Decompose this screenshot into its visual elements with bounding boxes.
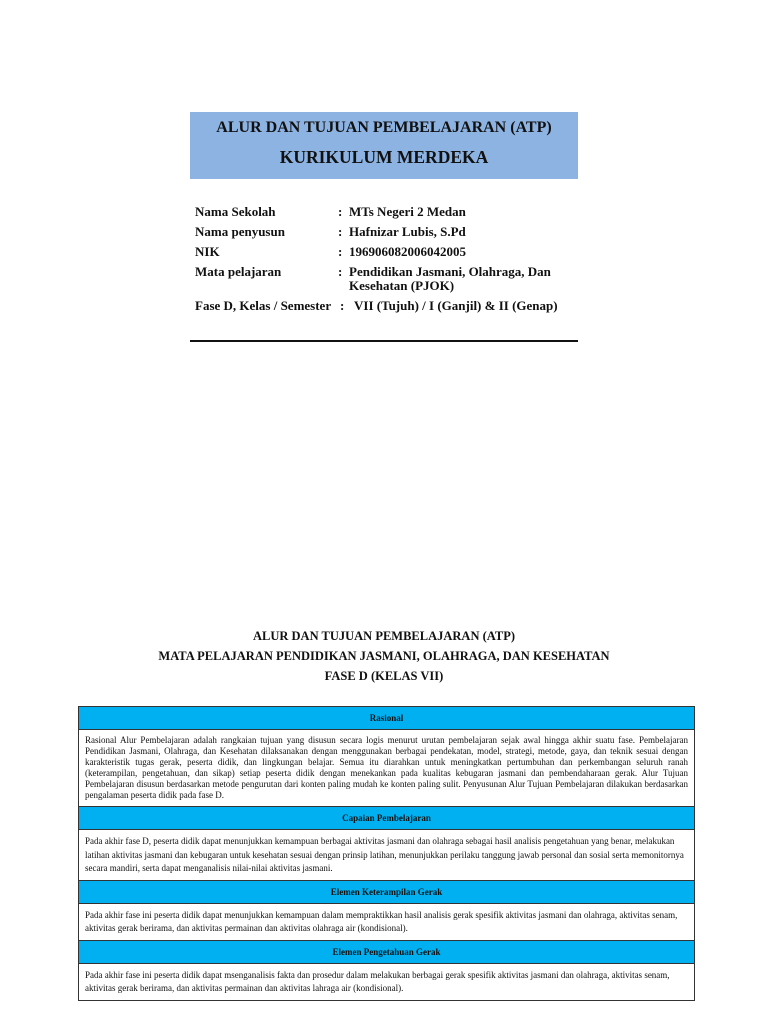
heading-line-3: FASE D (KELAS VII) (324, 669, 444, 683)
info-label: NIK (195, 244, 220, 259)
table-cell-keterampilan: Pada akhir fase ini peserta didik dapat menunjukkan kemampuan dalam mempraktikkan hasil analisis gerak spesifik aktivitas jasmani dan olahraga, aktivitas senam, aktivitas gerak berirama, dan aktivitas permainan dan aktivitas olahraga air (kondisional). (79, 904, 694, 941)
info-row-nik (195, 245, 584, 259)
info-colon: : (338, 244, 343, 259)
info-label: Mata pelajaran (195, 264, 282, 279)
info-value: 196906082006042005 (349, 244, 466, 259)
info-row-author (195, 225, 584, 239)
heading-line-1: ALUR DAN TUJUAN PEMBELAJARAN (ATP) (252, 629, 516, 643)
table-cell-pengetahuan: Pada akhir fase ini peserta didik dapat msenganalisis fakta dan prosedur dalam melakukan berbagai gerak spesifik aktivitas jasmani dan olahraga, aktivitas senam, aktivitas gerak berirama, dan aktivitas permainan dan aktivitas lahraga air (kondisional). (85, 969, 670, 993)
info-value: MTs Negeri 2 Medan (349, 204, 466, 219)
info-colon: : (338, 264, 343, 279)
horizontal-divider (190, 340, 578, 342)
identity-info (195, 205, 584, 319)
table-header-rasional: Rasional (79, 707, 694, 730)
info-colon: : (340, 298, 345, 313)
info-colon: : (338, 204, 343, 219)
info-value: Pendidikan Jasmani, Olahraga, Dan Kesehatan (PJOK) (349, 264, 551, 293)
info-value: VII (Tujuh) / I (Ganjil) & II (Genap) (354, 298, 558, 313)
atp-table (78, 706, 695, 1001)
info-value: Hafnizar Lubis, S.Pd (349, 224, 466, 239)
table-cell-rasional: Rasional Alur Pembelajaran adalah rangkaian tujuan yang disusun secara logis menurut urutan pembelajaran sejak awal hingga akhir suatu fase. Pembelajaran Pendidikan Jasmani, Olahraga, dan Kesehatan dilaksanakan dengan menggunakan berbagai pendekatan, model, strategi, metode, gaya, dan teknik sesuai dengan karakteristik tugas gerak, peserta didik, dan lingkungan belajar. Semua itu diarahkan untuk meningkatkan pertumbuhan dan perkembangan seluruh ranah (keterampilan, pengetahuan, dan sikap) setiap peserta didik dengan menekankan pada kualitas kebugaran jasmani dan pembendaharaan gerak. Alur Tujuan Pembelajaran disusun berdasarkan metode pengurutan dari konten paling mudah ke konten paling sulit. Penyusunan Alur Tujuan Pembelajaran dilakukan berdasarkan pengalaman peserta didik pada fase D. (79, 730, 694, 807)
info-label: Nama penyusun (195, 224, 285, 239)
table-header-keterampilan: Elemen Keterampilan Gerak (79, 881, 694, 904)
table-header-pengetahuan: Elemen Pengetahuan Gerak (79, 941, 694, 964)
table-header-capaian: Capaian Pembelajaran (79, 807, 694, 830)
info-row-school (195, 205, 584, 219)
info-label: Nama Sekolah (195, 204, 276, 219)
heading-line-2: MATA PELAJARAN PENDIDIKAN JASMANI, OLAHRAGA, DAN KESEHATAN (158, 649, 610, 663)
table-cell-capaian: Pada akhir fase D, peserta didik dapat menunjukkan kemampuan berbagai aktivitas jasmani dan olahraga sebagai hasil analisis pengetahuan yang benar, melakukan latihan aktivitas jasmani dan kebugaran untuk kesehatan sesuai dengan prinsip latihan, menunjukkan perilaku tanggung jawab personal dan sosial serta memonitornya secara mandiri, serta dapat menganalisis nilai-nilai aktivitas jasmani. (79, 830, 694, 881)
info-colon: : (338, 224, 343, 239)
document-title-box (190, 112, 578, 179)
title-line-2: KURIKULUM MERDEKA (279, 147, 489, 167)
info-label: Fase D, Kelas / Semester (195, 298, 332, 313)
title-line-1: ALUR DAN TUJUAN PEMBELAJARAN (ATP) (216, 119, 552, 136)
section-heading (0, 626, 768, 686)
info-row-subject (195, 265, 584, 293)
info-row-phase (195, 299, 584, 313)
